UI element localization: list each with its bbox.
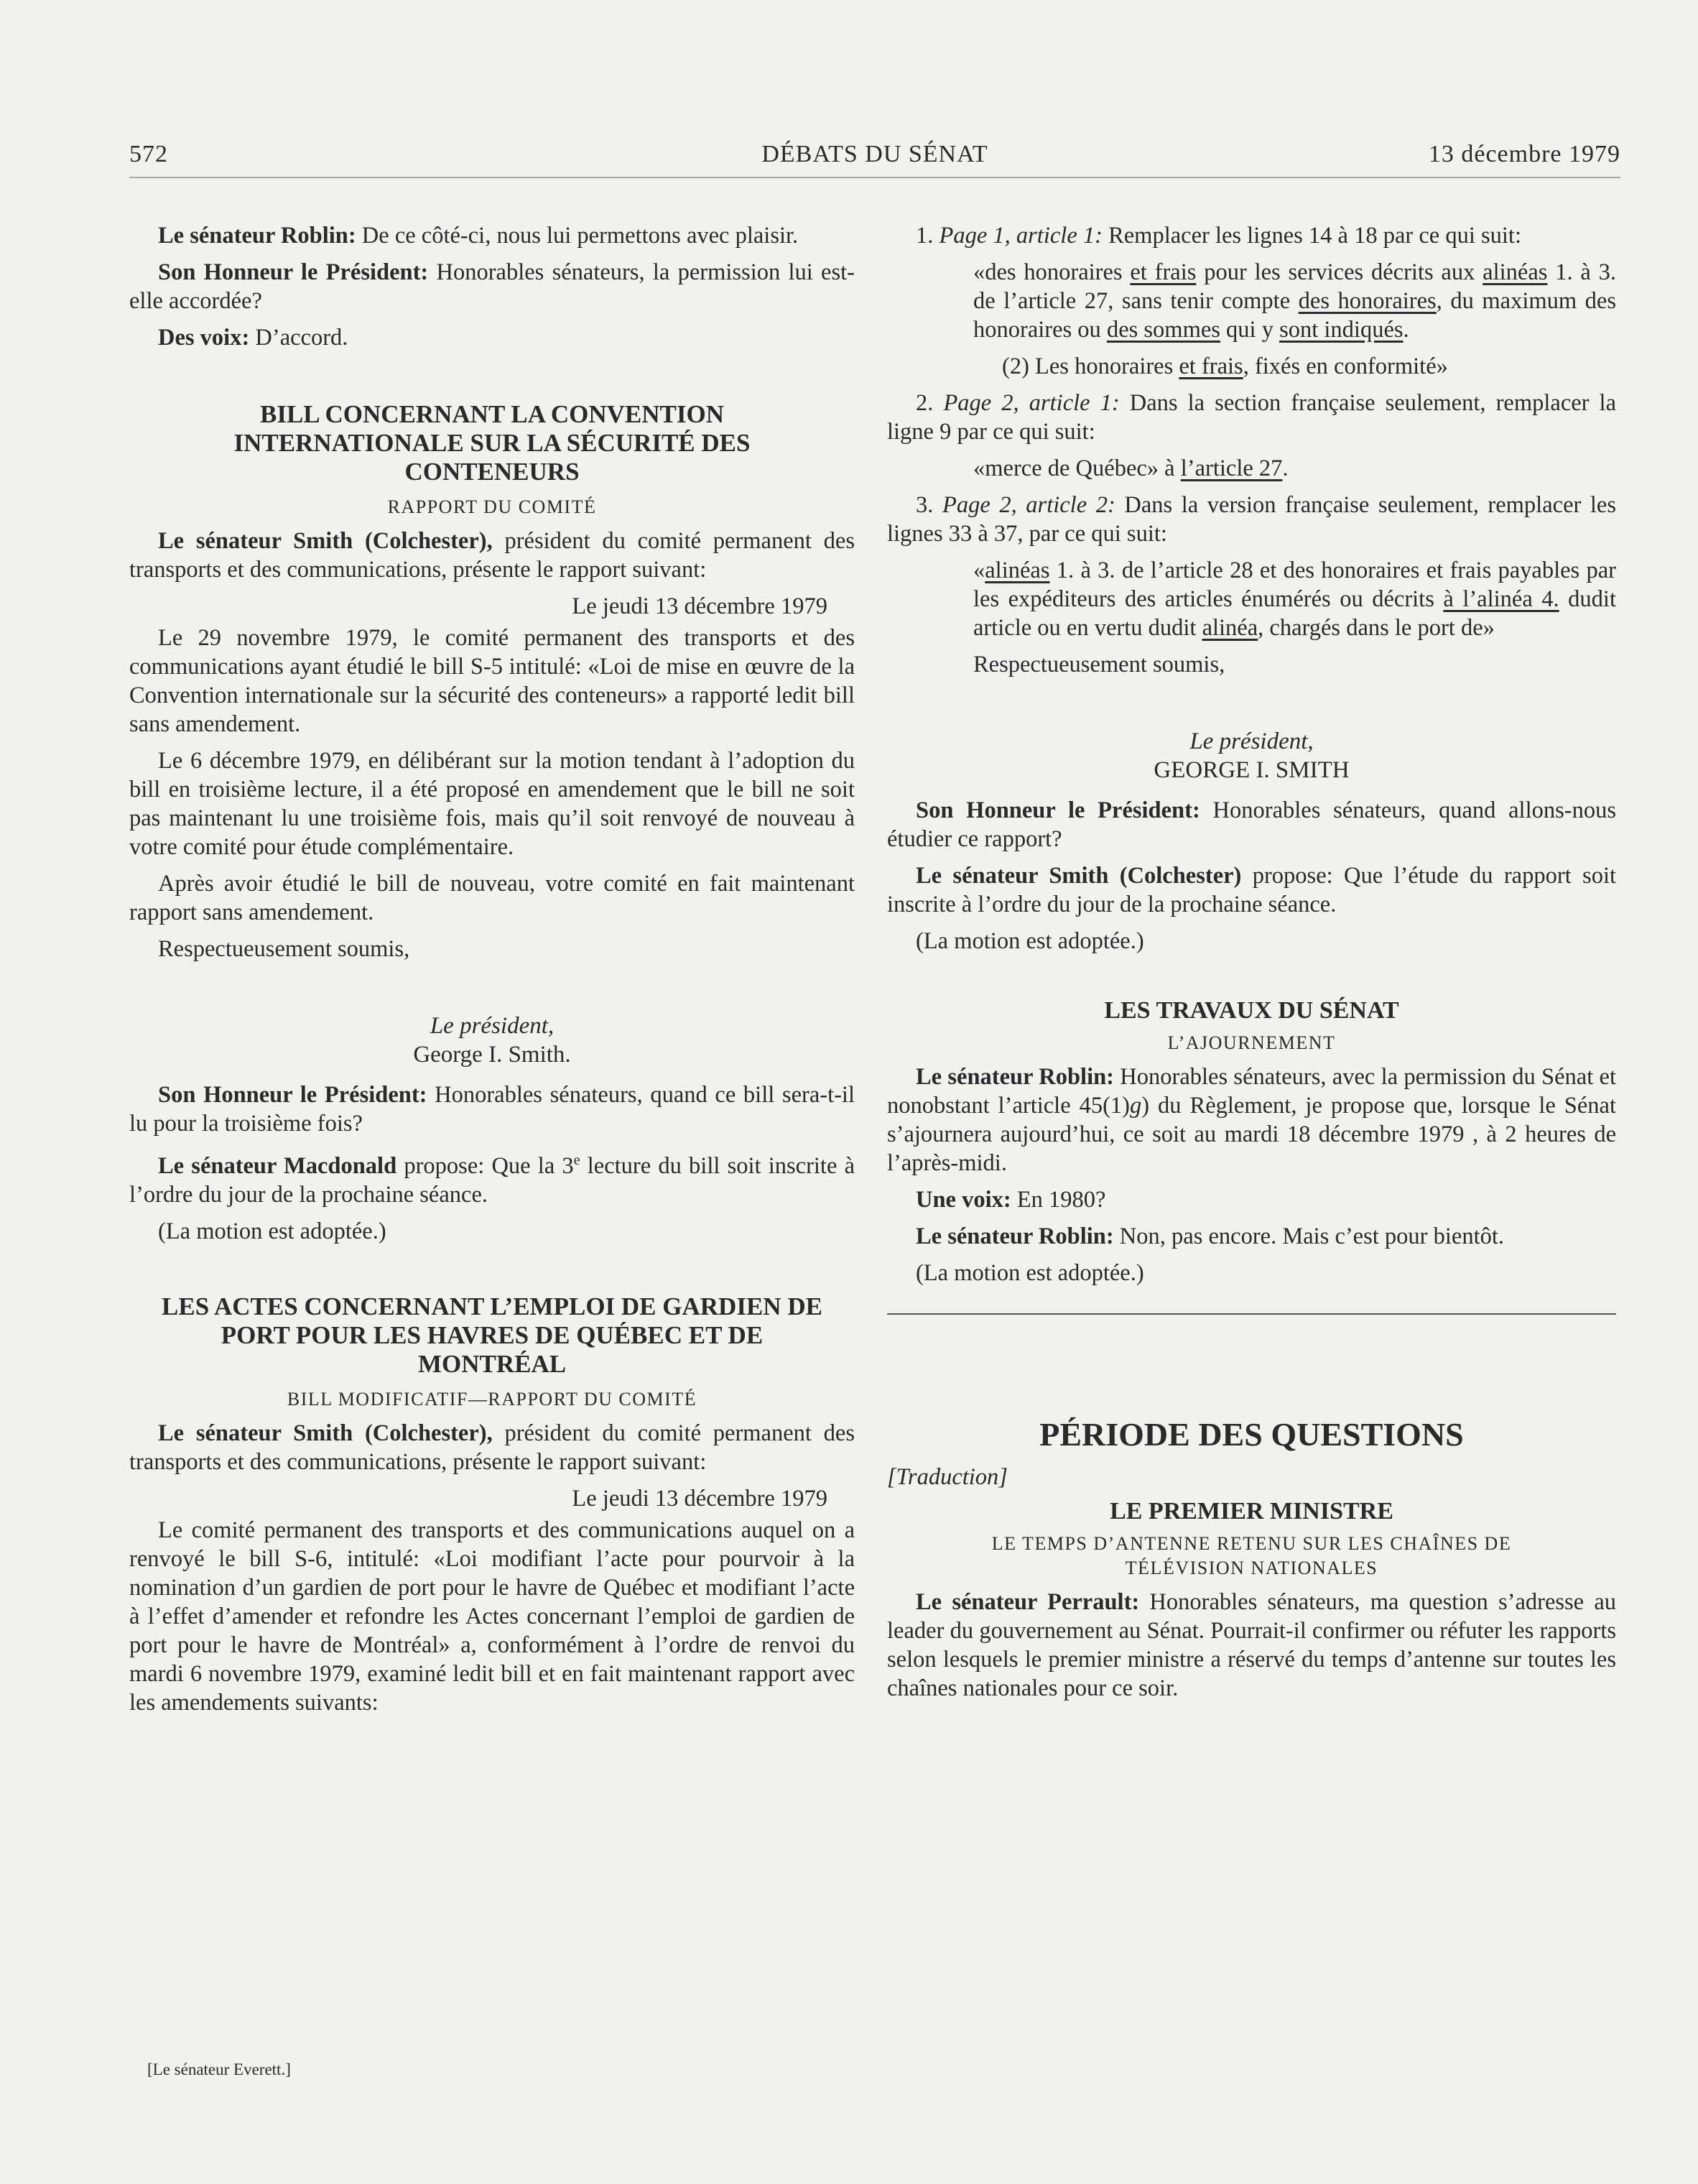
- report-date: Le jeudi 13 décembre 1979: [572, 1485, 827, 1512]
- paragraph: (La motion est adoptée.): [916, 928, 1144, 954]
- amendment-item: 1. Page 1, article 1: Remplacer les lignes 14 à 18 par ce qui suit:: [916, 223, 1521, 249]
- page-number: 572: [129, 141, 168, 167]
- signer-name: GEORGE I. SMITH: [1154, 757, 1350, 783]
- section-subtitle: BILL MODIFICATIF—RAPPORT DU COMITÉ: [287, 1388, 697, 1410]
- amendment-quote: «alinéas 1. à 3. de l’article 28 et des honoraires et frais payables par les expéditeurs des articles énumérés ou décrits à l’alinéa 4. dudit article ou en vertu dudit alinéa, chargés dans le port de»: [973, 557, 1616, 641]
- paragraph: Le sénateur Smith (Colchester), président du comité permanent des transports et des communications, présente le rapport suivant:: [129, 1420, 855, 1475]
- paragraph: Une voix: En 1980?: [916, 1187, 1106, 1213]
- paragraph: Son Honneur le Président: Honorables sénateurs, la permission lui est-elle accordée?: [129, 259, 855, 314]
- header-date: 13 décembre 1979: [1428, 141, 1620, 167]
- report-paragraph: Le comité permanent des transports et des communications auquel on a renvoyé le bill S-6, intitulé: «Loi modifiant l’acte pour pourvoir à la nomination d’un gardien de port pour le havre de Québec et modifiant l’acte à l’effet d’amender et refondre les Actes concernant l’emploi de gardien de port pour le havre de Montréal» a, conformément à l’ordre de renvoi du mardi 6 novembre 1979, examiné ledit bill et en fait maintenant rapport avec les amendements suivants:: [129, 1517, 855, 1716]
- section-subtitle: RAPPORT DU COMITÉ: [387, 496, 597, 517]
- paragraph: Des voix: D’accord.: [158, 325, 348, 351]
- section-title: PÉRIODE DES QUESTIONS: [1039, 1416, 1464, 1453]
- right-column: [887, 221, 1616, 1711]
- amendment-quote: (2) Les honoraires et frais, fixés en conformité»: [1002, 353, 1448, 379]
- signer-role: Le président,: [430, 1013, 555, 1039]
- footnote: [Le sénateur Everett.]: [147, 2060, 291, 2078]
- amendment-quote: «des honoraires et frais pour les services décrits aux alinéas 1. à 3. de l’article 27, sans tenir compte des honoraires, du maximum des honoraires ou des sommes qui y sont indiqués.: [973, 259, 1617, 343]
- signer-name: George I. Smith.: [413, 1042, 571, 1068]
- paragraph: (La motion est adoptée.): [916, 1260, 1144, 1286]
- paragraph: Le sénateur Roblin: De ce côté-ci, nous lui permettons avec plaisir.: [158, 223, 799, 249]
- amendment-item: 3. Page 2, article 2: Dans la version française seulement, remplacer les lignes 33 à 37, par ce qui suit:: [887, 492, 1617, 547]
- paragraph: Le sénateur Roblin: Non, pas encore. Mais c’est pour bientôt.: [916, 1223, 1504, 1249]
- section-subtitle: L’AJOURNEMENT: [1167, 1032, 1336, 1053]
- publication-title: DÉBATS DU SÉNAT: [761, 141, 988, 167]
- section-title: LES ACTES CONCERNANT L’EMPLOI DE GARDIEN DE PORT POUR LES HAVRES DE QUÉBEC ET DE MONTRÉAL: [162, 1292, 822, 1378]
- amendment-quote: «merce de Québec» à l’article 27.: [973, 455, 1289, 481]
- signature-block: [129, 1012, 855, 1069]
- page-header: [129, 141, 1620, 178]
- report-paragraph: Après avoir étudié le bill de nouveau, votre comité en fait maintenant rapport sans amendement.: [129, 871, 855, 925]
- paragraph: Son Honneur le Président: Honorables sénateurs, quand allons-nous étudier ce rapport?: [887, 797, 1616, 852]
- paragraph: Le sénateur Smith (Colchester), président du comité permanent des transports et des communications, présente le rapport suivant:: [129, 528, 855, 583]
- left-column: [129, 221, 855, 1725]
- signature-block: [887, 727, 1616, 785]
- section-title: LES TRAVAUX DU SÉNAT: [1104, 997, 1399, 1024]
- paragraph: Le sénateur Macdonald propose: Que la 3e lecture du bill soit inscrite à l’ordre du jour de la prochaine séance.: [129, 1152, 855, 1208]
- report-paragraph: Le 29 novembre 1979, le comité permanent des transports et des communications ayant étudié le bill S-5 intitulé: «Loi de mise en œuvre de la Convention internationale sur la sécurité des conteneurs» a rapporté ledit bill sans amendement.: [129, 625, 855, 737]
- report-paragraph: Respectueusement soumis,: [158, 936, 410, 962]
- paragraph: (La motion est adoptée.): [158, 1218, 386, 1244]
- subsection-title: LE PREMIER MINISTRE: [1110, 1498, 1393, 1524]
- amendment-item: 2. Page 2, article 1: Dans la section française seulement, remplacer la ligne 9 par ce qui suit:: [887, 390, 1617, 445]
- paragraph: Le sénateur Roblin: Honorables sénateurs, avec la permission du Sénat et nonobstant l’article 45(1)g) du Règlement, je propose que, lorsque le Sénat s’ajournera aujourd’hui, ce soit au mardi 18 décembre 1979 , à 2 heures de l’après-midi.: [887, 1064, 1617, 1176]
- report-date: Le jeudi 13 décembre 1979: [572, 593, 827, 619]
- paragraph: Le sénateur Smith (Colchester) propose: Que l’étude du rapport soit inscrite à l’ordre du jour de la prochaine séance.: [887, 863, 1616, 917]
- signer-role: Le président,: [1189, 728, 1314, 754]
- report-paragraph: Le 6 décembre 1979, en délibérant sur la motion tendant à l’adoption du bill en troisième lecture, il a été proposé en amendement que le bill ne soit pas maintenant lu une troisième fois, mais qu’il soit renvoyé de nouveau à votre comité pour étude complémentaire.: [129, 748, 855, 860]
- section-subtitle: LE TEMPS D’ANTENNE RETENU SUR LES CHAÎNES DE TÉLÉVISION NATIONALES: [991, 1533, 1512, 1578]
- paragraph: Le sénateur Perrault: Honorables sénateurs, ma question s’adresse au leader du gouvernement au Sénat. Pourrait-il confirmer ou réfuter les rapports selon lesquels le premier ministre a réservé du temps d’antenne sur toutes les chaînes nationales pour ce soir.: [887, 1589, 1616, 1701]
- section-title: BILL CONCERNANT LA CONVENTION INTERNATIONALE SUR LA SÉCURITÉ DES CONTENEURS: [233, 400, 751, 486]
- paragraph: Son Honneur le Président: Honorables sénateurs, quand ce bill sera-t-il lu pour la troisième fois?: [129, 1082, 855, 1137]
- translation-tag: [Traduction]: [887, 1464, 1008, 1490]
- closing-line: Respectueusement soumis,: [973, 652, 1225, 677]
